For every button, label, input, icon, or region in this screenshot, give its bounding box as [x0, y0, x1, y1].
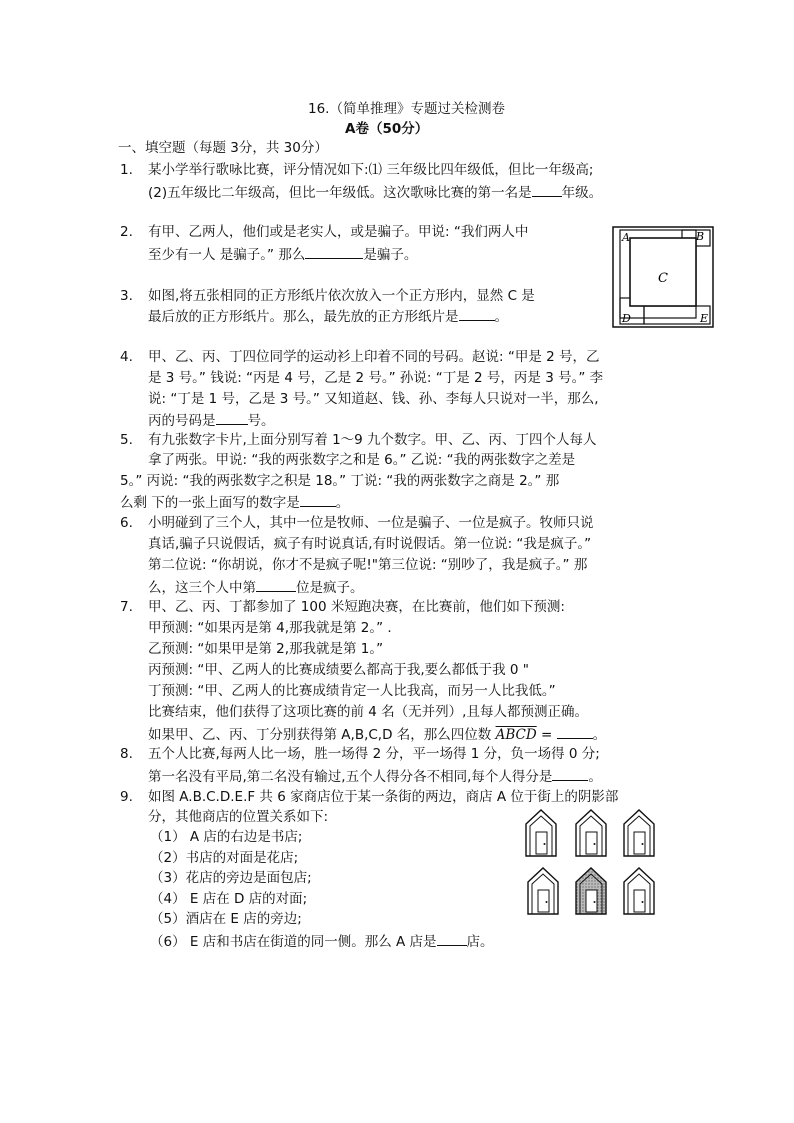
question-text	[148, 244, 417, 265]
question-text	[148, 577, 364, 598]
question-text-part: 。	[494, 309, 508, 325]
question-text: 小明碰到了三个人，其中一位是牧师、一位是骗子、一位是疯子。牧师只说	[148, 515, 594, 531]
question-text-part: 至少有一人 是骗子。” 那么	[148, 247, 306, 263]
question-text-part: 丙的号码是	[148, 413, 216, 429]
question-text: 5。” 丙说: “我的两张数字之积是 18。” 丁说: “我的两张数字之商是 2。” 那	[120, 473, 560, 489]
question-number: 4.	[120, 349, 133, 365]
question-text-part: （6） E 店和书店在街道的同一侧。那么 A 店是	[150, 934, 437, 950]
squares-diagram	[612, 226, 714, 328]
question-text-part: 号。	[247, 413, 275, 429]
question-number: 5.	[120, 432, 133, 448]
prediction-jia: 甲预测: “如果丙是第 4,那我就是第 2。” .	[148, 620, 392, 636]
clue-5: （5）酒店在 E 店的旁边;	[150, 911, 302, 927]
shop-bottom-right	[624, 868, 654, 914]
question-text-part: 。	[592, 727, 607, 743]
question-text-part: 位是疯子。	[296, 580, 364, 596]
question-number: 7.	[120, 599, 133, 615]
question-number: 1.	[120, 162, 133, 178]
question-number: 8.	[120, 746, 133, 762]
question-text-part: 。	[588, 769, 602, 785]
question-text-part: 。	[335, 495, 350, 511]
clue-2: （2）书店的对面是花店;	[150, 850, 299, 866]
label-d: D	[622, 312, 631, 325]
question-text	[148, 410, 275, 431]
prediction-yi: 乙预测: “如果甲是第 2,那我就是第 1。”	[148, 641, 384, 657]
answer-blank[interactable]	[552, 766, 588, 781]
question-text: 如图 A.B.C.D.E.F 共 6 家商店位于某一条街的两边，商店 A 位于街上的阴影部	[148, 789, 619, 805]
prediction-ding: 丁预测: “甲、乙两人的比赛成绩肯定一人比我高，而另一人比我低。”	[148, 683, 556, 699]
question-text	[148, 182, 602, 203]
clue-4: （4） E 店在 D 店的对面;	[150, 891, 308, 907]
answer-blank[interactable]	[256, 577, 296, 592]
question-number: 9.	[120, 789, 133, 805]
worksheet-subtitle: A卷（50分）	[345, 121, 429, 137]
answer-blank[interactable]	[459, 306, 495, 321]
question-text: 甲、乙、丙、丁都参加了 100 米短跑决赛，在比赛前，他们如下预测:	[148, 599, 565, 615]
question-number: 3.	[120, 288, 133, 304]
question-text-part: =	[536, 727, 557, 743]
answer-blank[interactable]	[305, 244, 363, 259]
question-text: 有甲、乙两人，他们或是老实人，或是骗子。甲说: “我们两人中	[148, 224, 529, 240]
answer-blank[interactable]	[557, 724, 593, 739]
question-text: 第二位说: “你胡说，你才不是疯子呢!"第三位说: “别吵了，我是疯子。” 那	[148, 557, 588, 573]
question-text: 拿了两张。甲说: “我的两张数字之和是 6。” 乙说: “我的两张数字之差是	[148, 452, 576, 468]
section-heading: 一、填空题（每题 3分，共 30分）	[118, 140, 328, 156]
question-text	[148, 306, 508, 327]
question-text-part: 年级。	[561, 185, 603, 201]
question-text-part: 是骗子。	[363, 247, 418, 263]
label-b: B	[696, 230, 705, 243]
question-text: 五个人比赛,每两人比一场，胜一场得 2 分，平一场得 1 分，负一场得 0 分;	[148, 746, 600, 762]
clue-1: （1） A 店的右边是书店;	[150, 829, 303, 845]
question-text-part: (2)五年级比二年级高，但比一年级低。这次歌咏比赛的第一名是	[148, 185, 532, 201]
question-text: 有九张数字卡片,上面分别写着 1～9 九个数字。甲、乙、丙、丁四个人每人	[148, 432, 597, 448]
question-text-part: 第一名没有平局,第二名没有输过,五个人得分各不相同,每个人得分是	[148, 769, 553, 785]
question-text-part: 么剩 下的一张上面写的数字是	[120, 495, 300, 511]
shops-diagram	[522, 808, 662, 920]
question-text	[120, 492, 349, 513]
shop-top-left	[526, 810, 556, 856]
clue-6	[150, 931, 494, 952]
answer-blank[interactable]	[437, 931, 467, 946]
question-number: 6.	[120, 515, 133, 531]
question-text: 甲、乙、丙、丁四位同学的运动衫上印着不同的号码。赵说: “甲是 2 号，乙	[148, 349, 600, 365]
question-text: 分，其他商店的位置关系如下:	[148, 809, 329, 825]
worksheet-title: 16.（简单推理》专题过关检测卷	[308, 101, 505, 117]
overline-abcd: ABCD	[495, 727, 537, 743]
label-c: C	[658, 271, 668, 286]
answer-blank[interactable]	[300, 492, 336, 507]
question-text: 说: “丁是 1 号，乙是 3 号。” 又知道赵、钱、孙、李每人只说对一半，那么,	[148, 391, 599, 407]
clue-3: （3）花店的旁边是面包店;	[150, 870, 312, 886]
shop-bottom-left	[528, 868, 558, 914]
prediction-bing: 丙预测: “甲、乙两人的比赛成绩要么都高于我,要么都低于我 0 "	[148, 662, 530, 678]
label-e: E	[700, 312, 709, 325]
question-text: 是 3 号。” 钱说: “丙是 4 号，乙是 2 号。” 孙说: “丁是 2 号，丙是 3 号。” 李	[148, 370, 604, 386]
question-number: 2.	[120, 224, 133, 240]
question-text	[148, 724, 606, 745]
question-text: 真话,骗子只说假话，疯子有时说真话,有时说假话。第一位说: “我是疯子。”	[148, 536, 592, 552]
question-text: 比赛结束，他们获得了这项比赛的前 4 名（无并列）,且每人都预测正确。	[148, 704, 588, 720]
shop-a-shaded	[576, 868, 606, 914]
question-text	[148, 766, 602, 787]
shop-top-middle	[576, 810, 606, 856]
answer-blank[interactable]	[216, 410, 248, 425]
question-text-part: 么，这三个人中第	[148, 580, 256, 596]
label-a: A	[622, 231, 630, 244]
question-text-part: 店。	[466, 934, 494, 950]
question-text-part: 最后放的正方形纸片。那么，最先放的正方形纸片是	[148, 309, 459, 325]
answer-blank[interactable]	[532, 182, 562, 197]
question-text-part: 如果甲、乙、丙、丁分别获得第 A,B,C,D 名，那么四位数	[148, 727, 496, 743]
question-text: 某小学举行歌咏比赛，评分情况如下:⑴ 三年级比四年级低，但比一年级高;	[148, 162, 594, 178]
shop-top-right	[624, 810, 654, 856]
question-text: 如图,将五张相同的正方形纸片依次放入一个正方形内，显然 C 是	[148, 288, 535, 304]
